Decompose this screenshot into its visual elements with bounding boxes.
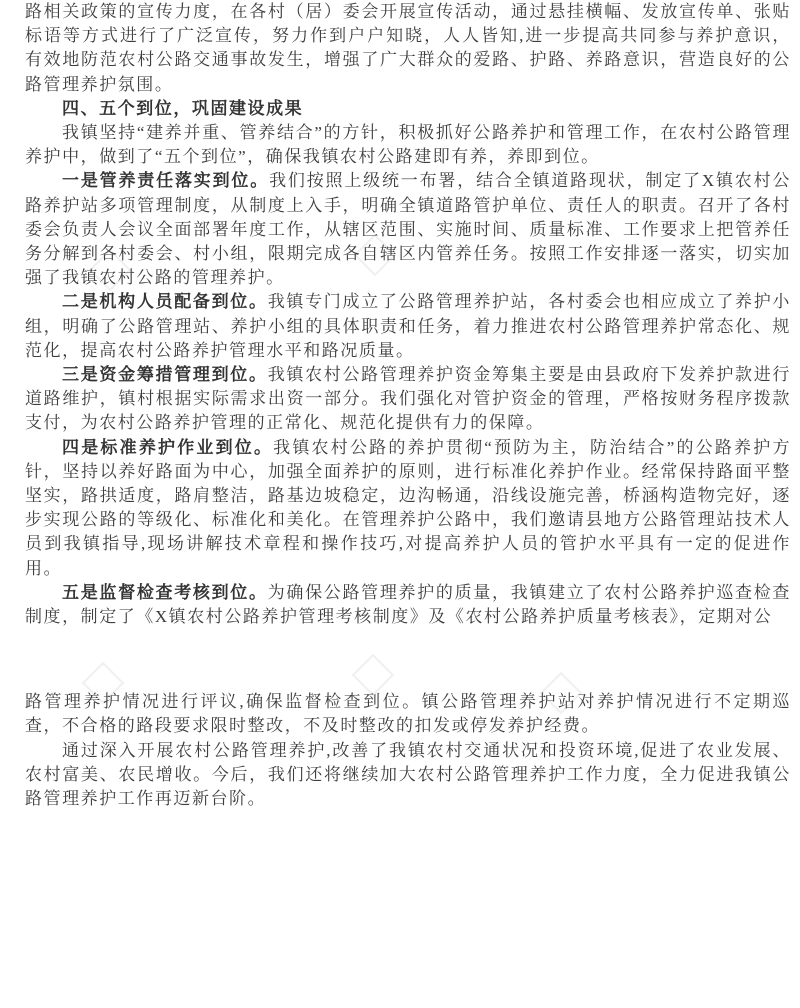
point-paragraph-4 bbox=[25, 436, 791, 581]
paragraph-closing: 通过深入开展农村公路管理养护,改善了我镇农村交通状况和投资环境,促进了农业发展、农村富美、农民增收。今后，我们还将继续加大农村公路管理养护工作力度，全力促进我镇公路管理养护工作再迈新台阶。 bbox=[25, 740, 791, 809]
paragraph-intro: 我镇坚持“建养并重、管养结合”的方针，积极抓好公路养护和管理工作，在农村公路管理养护中，做到了“五个到位”，确保我镇农村公路建即有养，养即到位。 bbox=[25, 123, 791, 167]
paragraph-continuation-page2: 路管理养护情况进行评议,确保监督检查到位。镇公路管理养护站对养护情况进行不定期巡查，不合格的路段要求限时整改，不及时整改的扣发或停发养护经费。 bbox=[25, 692, 791, 736]
point-lead-5: 五是监督检查考核到位。 bbox=[62, 582, 268, 602]
point-body-3: 我镇农村公路管理养护资金筹集主要是由县政府下发养护款进行道路维护，镇村根据实际需求出资一部分。我们强化对管护资金的管理，严格按财务程序拨款支付，为农村公路养护管理的正常化、规范化提供有力的保障。 bbox=[25, 365, 791, 433]
point-lead-2: 二是机构人员配备到位。 bbox=[62, 292, 268, 312]
point-lead-3: 三是资金筹措管理到位。 bbox=[62, 365, 268, 385]
paragraph-continuation-page1: 路相关政策的宣传力度，在各村（居）委会开展宣传活动，通过悬挂横幅、发放宣传单、张贴标语等方式进行了广泛宣传，努力作到户户知晓，人人皆知,进一步提高共同参与养护意识，有效地防范农村公路交通事故发生，增强了广大群众的爱路、护路、养路意识，营造良好的公路管理养护氛围。 bbox=[25, 2, 791, 94]
point-body-2: 我镇专门成立了公路管理养护站，各村委会也相应成立了养护小组，明确了公路管理站、养护小组的具体职责和任务，着力推进农村公路管理养护常态化、规范化，提高农村公路养护管理水平和路况质量。 bbox=[25, 292, 791, 360]
point-paragraph-1 bbox=[25, 169, 791, 290]
page-break-gap bbox=[25, 629, 791, 690]
point-body-5: 为确保公路管理养护的质量，我镇建立了农村公路养护巡查检查制度，制定了《X镇农村公路养护管理考核制度》及《农村公路养护质量考核表》，定期对公 bbox=[25, 582, 791, 627]
point-body-1: 我们按照上级统一布署，结合全镇道路现状，制定了X镇农村公路养护站多项管理制度，从制度上入手，明确全镇道路管护单位、责任人的职责。召开了各村委会负责人会议全面部署年度工作，从辖区范围、实施时间、质量标准、工作要求上把管养任务分解到各村委会、村小组，限期完成各自辖区内管养任务。按照工作安排逐一落实，切实加强了我镇农村公路的管理养护。 bbox=[25, 171, 791, 288]
point-lead-4: 四是标准养护作业到位。 bbox=[62, 437, 274, 457]
point-paragraph-3 bbox=[25, 363, 791, 436]
point-paragraph-5 bbox=[25, 581, 791, 629]
point-body-4: 我镇农村公路的养护贯彻“预防为主，防治结合”的公路养护方针，坚持以养好路面为中心，加强全面养护的原则，进行标准化养护作业。经常保持路面平整坚实，路拱适度，路肩整洁，路基边坡稳定，边沟畅通，沿线设施完善，桥涵构造物完好，逐步实现公路的等级化、标准化和美化。在管理养护公路中，我们邀请县地方公路管理站技术人员到我镇指导,现场讲解技术章程和操作技巧,对提高养护人员的管护水平具有一定的促进作用。 bbox=[25, 437, 791, 578]
document-body bbox=[25, 0, 791, 811]
point-paragraph-2 bbox=[25, 290, 791, 363]
point-lead-1: 一是管养责任落实到位。 bbox=[62, 171, 270, 191]
section-heading: 四、五个到位，巩固建设成果 bbox=[62, 98, 304, 118]
